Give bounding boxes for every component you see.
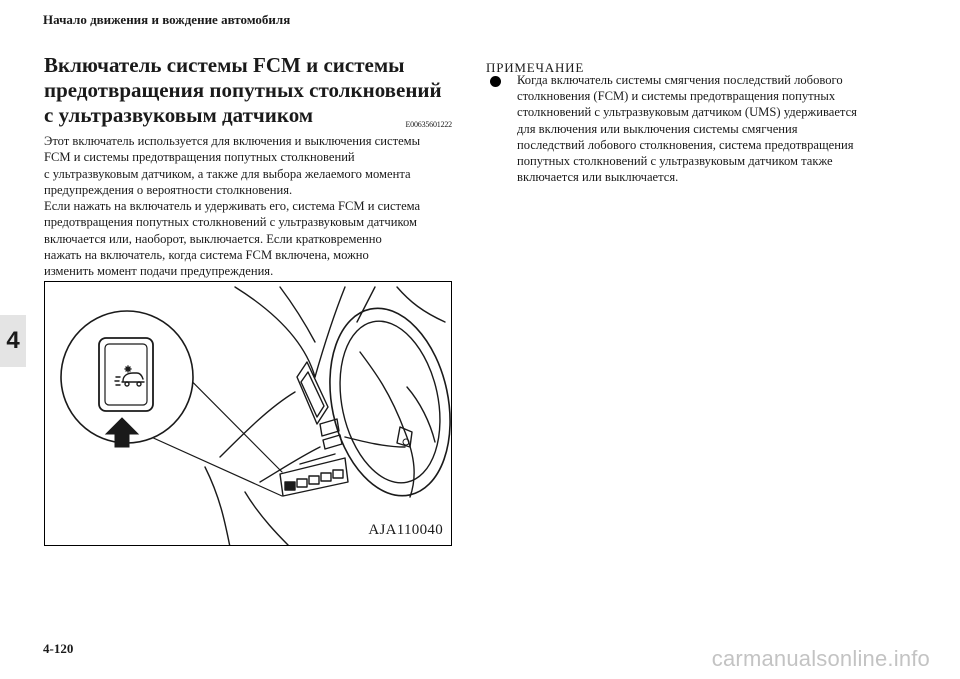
body-line: Этот включатель используется для включения и выключения системы [44, 134, 421, 148]
figure-code: AJA110040 [368, 522, 443, 538]
note-line: включается или выключается. [517, 170, 679, 185]
note-line: для включения или выключения системы смягчения [517, 121, 798, 136]
title-line: предотвращения попутных столкновений [44, 78, 442, 102]
body-line: FCM и системы предотвращения попутных столкновений [44, 150, 355, 165]
body-line: нажать на включатель, когда система FCM включена, можно [44, 248, 369, 263]
bullet-icon [490, 76, 501, 87]
note-line: последствий лобового столкновения, система предотвращения [517, 137, 854, 152]
note-line: столкновения (FCM) и системы предотвращения попутных [517, 89, 836, 104]
body-line: включается или, наоборот, выключается. Если кратковременно [44, 231, 382, 246]
chapter-tab: 4 [0, 315, 26, 367]
body-line: предупреждения о вероятности столкновения. [44, 182, 293, 197]
article-title [44, 53, 444, 128]
page-number: 4-120 [43, 641, 74, 656]
note-heading: ПРИМЕЧАНИЕ [486, 60, 585, 75]
title-line: Включатель системы FCM и системы [44, 53, 405, 77]
body-line: с ультразвуковым датчиком, а также для выбора желаемого момента [44, 166, 411, 181]
article-code: E00635601222 [405, 120, 452, 129]
note-text [517, 72, 897, 185]
running-header: Начало движения и вождение автомобиля [43, 12, 291, 27]
dashboard-drawing [45, 282, 452, 546]
dashboard-illustration [44, 281, 452, 546]
note-line: попутных столкновений с ультразвуковым датчиком также [517, 154, 833, 169]
body-line: Если нажать на включатель и удерживать его, система FCM и система [44, 199, 421, 214]
body-line: предотвращения попутных столкновений с ультразвуковым датчиком [44, 215, 418, 230]
watermark: carmanualsonline.info [711, 646, 930, 671]
note-line: столкновений с ультразвуковым датчиком (UMS) удерживается [517, 105, 857, 120]
body-line: изменить момент подачи предупреждения. [44, 264, 274, 279]
title-line: с ультразвуковым датчиком [44, 103, 314, 127]
article-body [44, 133, 454, 280]
note-line: Когда включатель системы смягчения последствий лобового [517, 73, 843, 87]
